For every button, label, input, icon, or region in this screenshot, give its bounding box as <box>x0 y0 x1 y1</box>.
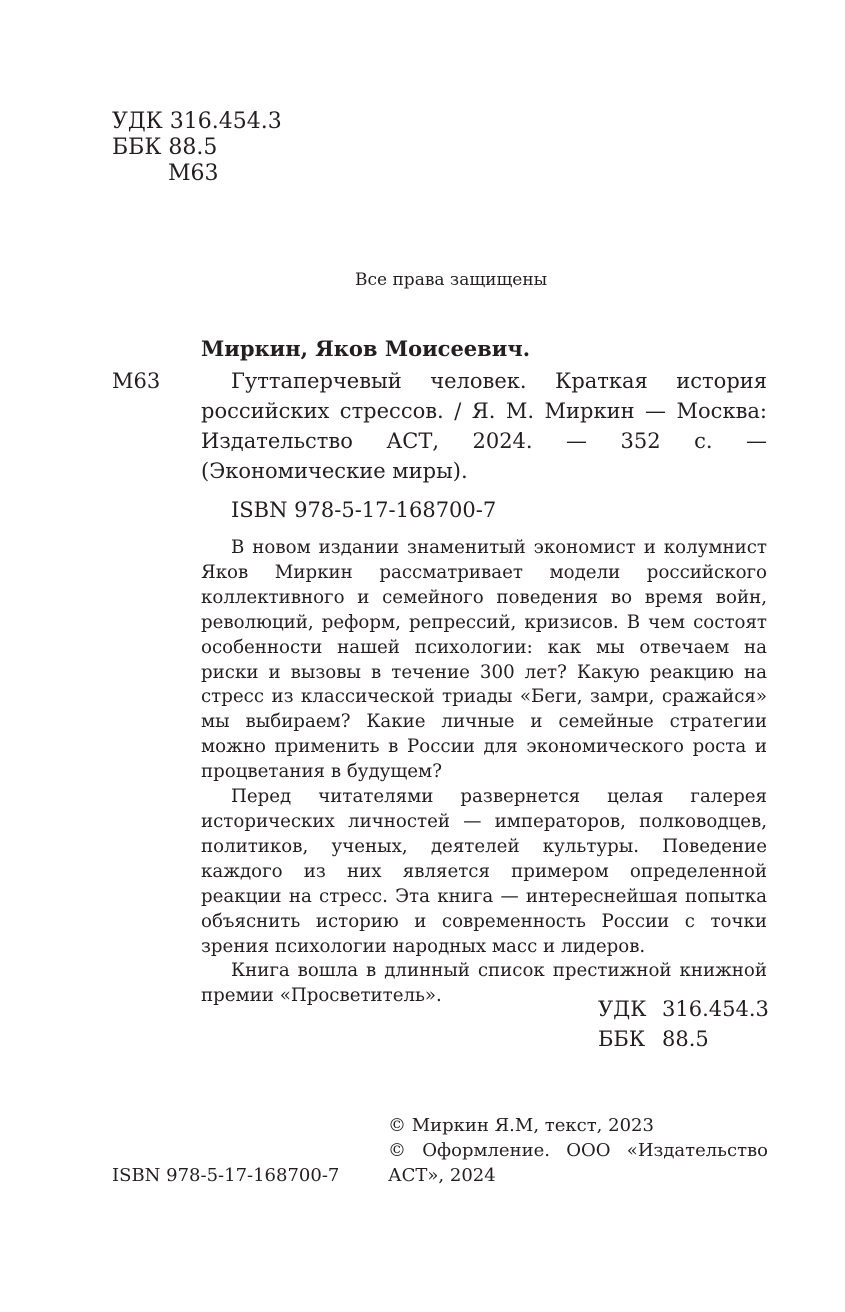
bbk-row <box>598 1024 769 1054</box>
header-author-mark: М63 <box>168 161 219 186</box>
header-classification-codes <box>112 109 282 187</box>
copyright-text: © Миркин Я.М, текст, 2023 <box>388 1115 654 1136</box>
bibliographic-description <box>201 366 767 486</box>
author-mark-left: М63 <box>112 369 161 393</box>
classification-codes <box>598 994 769 1054</box>
header-bbk: ББК 88.5 <box>112 135 218 160</box>
bbk-value: 88.5 <box>662 1027 709 1051</box>
udk-row <box>598 994 769 1024</box>
rights-notice: Все права защищены <box>355 270 548 290</box>
bbk-label: ББК <box>598 1027 646 1051</box>
isbn-bottom: ISBN 978-5-17-168700-7 <box>112 1165 340 1186</box>
annotation-paragraph: Перед читателями развернется целая галерея исторических личностей — императоров, полководцев, политиков, ученых, деятелей культуры. Поведение каждого из них является примером определенной реакции на стресс. Эта книга — интереснейшая попытка объяснить историю и современность России с точки зрения психологии народных масс и лидеров. <box>201 786 767 957</box>
header-udk: УДК 316.454.3 <box>112 109 282 134</box>
copyright-block <box>388 1113 768 1188</box>
isbn-main: ISBN 978-5-17-168700-7 <box>231 498 497 522</box>
copyright-design: © Оформление. ООО «Издательство АСТ», 2024 <box>388 1140 768 1186</box>
annotation-paragraph: Книга вошла в длинный список престижной книжной премии «Просветитель». <box>201 960 767 1007</box>
udk-label: УДК <box>598 997 647 1021</box>
annotation-paragraph: В новом издании знаменитый экономист и колумнист Яков Миркин рассматривает модели российского коллективного и семейного поведения во время войн, революций, реформ, репрессий, кризисов. В чем состоят особенности нашей психологии: как мы отвечаем на риски и вызовы в течение 300 лет? Какую реакцию на стресс из классической триады «Беги, замри, сражайся» мы выбираем? Какие личные и семейные стратегии можно применить в России для экономического роста и процветания в будущем? <box>201 537 767 783</box>
udk-value: 316.454.3 <box>662 997 769 1021</box>
author-heading: Миркин, Яков Моисеевич. <box>201 336 531 361</box>
annotation <box>201 536 767 1009</box>
bibliographic-text: Гуттаперчевый человек. Краткая история российских стрессов. / Я. М. Миркин — Москва: Издательство АСТ, 2024. — 352 с. — (Экономические миры). <box>201 369 767 483</box>
